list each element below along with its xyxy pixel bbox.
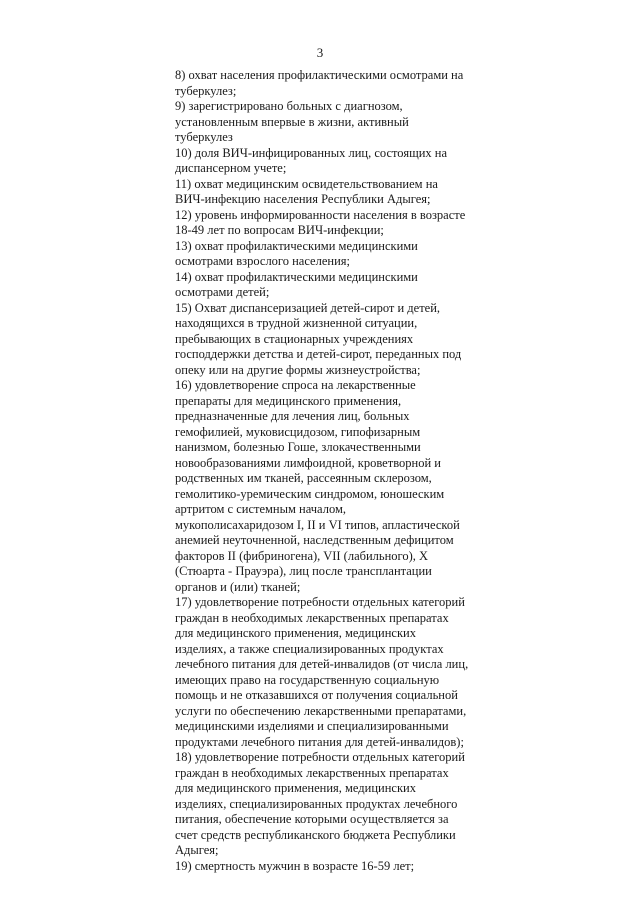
- text-line: туберкулез;: [175, 83, 237, 98]
- text-line: туберкулез: [175, 130, 233, 144]
- text-line: лечебного питания для детей-инвалидов (от числа лиц,: [175, 657, 469, 671]
- text-line: 10) доля ВИЧ-инфицированных лиц, состоящих на: [175, 145, 447, 160]
- text-line: имеющих право на государственную социальную: [175, 672, 440, 687]
- text-line: 18) удовлетворение потребности отдельных категорий: [175, 750, 465, 764]
- text-line: родственных им тканей, рассеянным склерозом,: [175, 471, 432, 485]
- text-line: 8) охват населения профилактическими осмотрами на: [175, 68, 464, 82]
- text-line: ВИЧ-инфекцию населения Республики Адыгея;: [175, 192, 431, 206]
- text-line: изделиях, а также специализированных продуктах: [175, 641, 444, 656]
- text-line: факторов II (фибриногена), VII (лабильного), X: [175, 548, 429, 563]
- text-line: диспансерном учете;: [175, 161, 287, 175]
- text-line: анемией неуточненной, наследственным дефицитом: [175, 533, 454, 547]
- text-line: артритом с системным началом,: [175, 502, 347, 516]
- text-line: мукополисахаридозом I, II и VI типов, апластической: [175, 517, 460, 532]
- text-line: новообразованиями лимфоидной, кроветворной и: [175, 455, 441, 470]
- text-line: нанизмом, болезнью Гоше, злокачественными: [175, 440, 421, 454]
- text-line: Адыгея;: [175, 843, 219, 857]
- text-line: изделиях, специализированных продуктах лечебного: [175, 796, 458, 811]
- text-line: для медицинского применения, медицинских: [175, 781, 416, 795]
- text-line: пребывающих в стационарных учреждениях: [175, 331, 414, 346]
- text-line: продуктами лечебного питания для детей-инвалидов);: [175, 734, 464, 749]
- text-line: 12) уровень информированности населения в возрасте: [175, 207, 466, 222]
- text-line: органов и (или) тканей;: [175, 579, 301, 594]
- text-line: питания, обеспечение которыми осуществляется за: [175, 812, 449, 826]
- text-line: граждан в необходимых лекарственных препаратах: [175, 610, 449, 625]
- text-line: находящихся в трудной жизненной ситуации,: [175, 316, 418, 330]
- text-line: опеку или на другие формы жизнеустройства;: [175, 362, 421, 377]
- text-line: 19) смертность мужчин в возрасте 16-59 лет;: [175, 858, 415, 873]
- text-line: помощь и не отказавшихся от получения социальной: [175, 688, 458, 702]
- text-line: (Стюарта - Прауэра), лиц после трансплантации: [175, 564, 432, 578]
- text-line: гемофилией, муковисцидозом, гипофизарным: [175, 424, 421, 439]
- text-line: 16) удовлетворение спроса на лекарственные: [175, 378, 416, 392]
- page-number: 3: [316, 45, 324, 60]
- text-line: препараты для медицинского применения,: [175, 393, 402, 408]
- text-line: граждан в необходимых лекарственных препаратах: [175, 765, 449, 780]
- text-line: осмотрами детей;: [175, 285, 270, 299]
- text-line: 15) Охват диспансеризацией детей-сирот и детей,: [175, 300, 441, 315]
- text-line: для медицинского применения, медицинских: [175, 626, 416, 640]
- text-line: предназначенные для лечения лиц, больных: [175, 409, 410, 423]
- text-line: медицинскими изделиями и специализированными: [175, 719, 449, 733]
- text-line: 17) удовлетворение потребности отдельных категорий: [175, 595, 465, 609]
- text-line: счет средств республиканского бюджета Республики: [175, 827, 456, 842]
- text-line: 13) охват профилактическими медицинскими: [175, 238, 418, 253]
- text-line: господдержки детства и детей-сирот, переданных под: [175, 347, 462, 361]
- text-line: 14) охват профилактическими медицинскими: [175, 269, 418, 284]
- text-line: 18-49 лет по вопросам ВИЧ-инфекции;: [175, 223, 384, 237]
- text-line: 9) зарегистрировано больных с диагнозом,: [175, 99, 403, 113]
- text-line: гемолитико-уремическим синдромом, юношеским: [175, 486, 445, 501]
- document-body: [175, 68, 475, 874]
- text-line: осмотрами взрослого населения;: [175, 254, 350, 268]
- text-line: услуги по обеспечению лекарственными препаратами,: [175, 703, 467, 718]
- text-line: 11) охват медицинским освидетельствованием на: [175, 176, 438, 191]
- text-line: установленным впервые в жизни, активный: [175, 114, 409, 129]
